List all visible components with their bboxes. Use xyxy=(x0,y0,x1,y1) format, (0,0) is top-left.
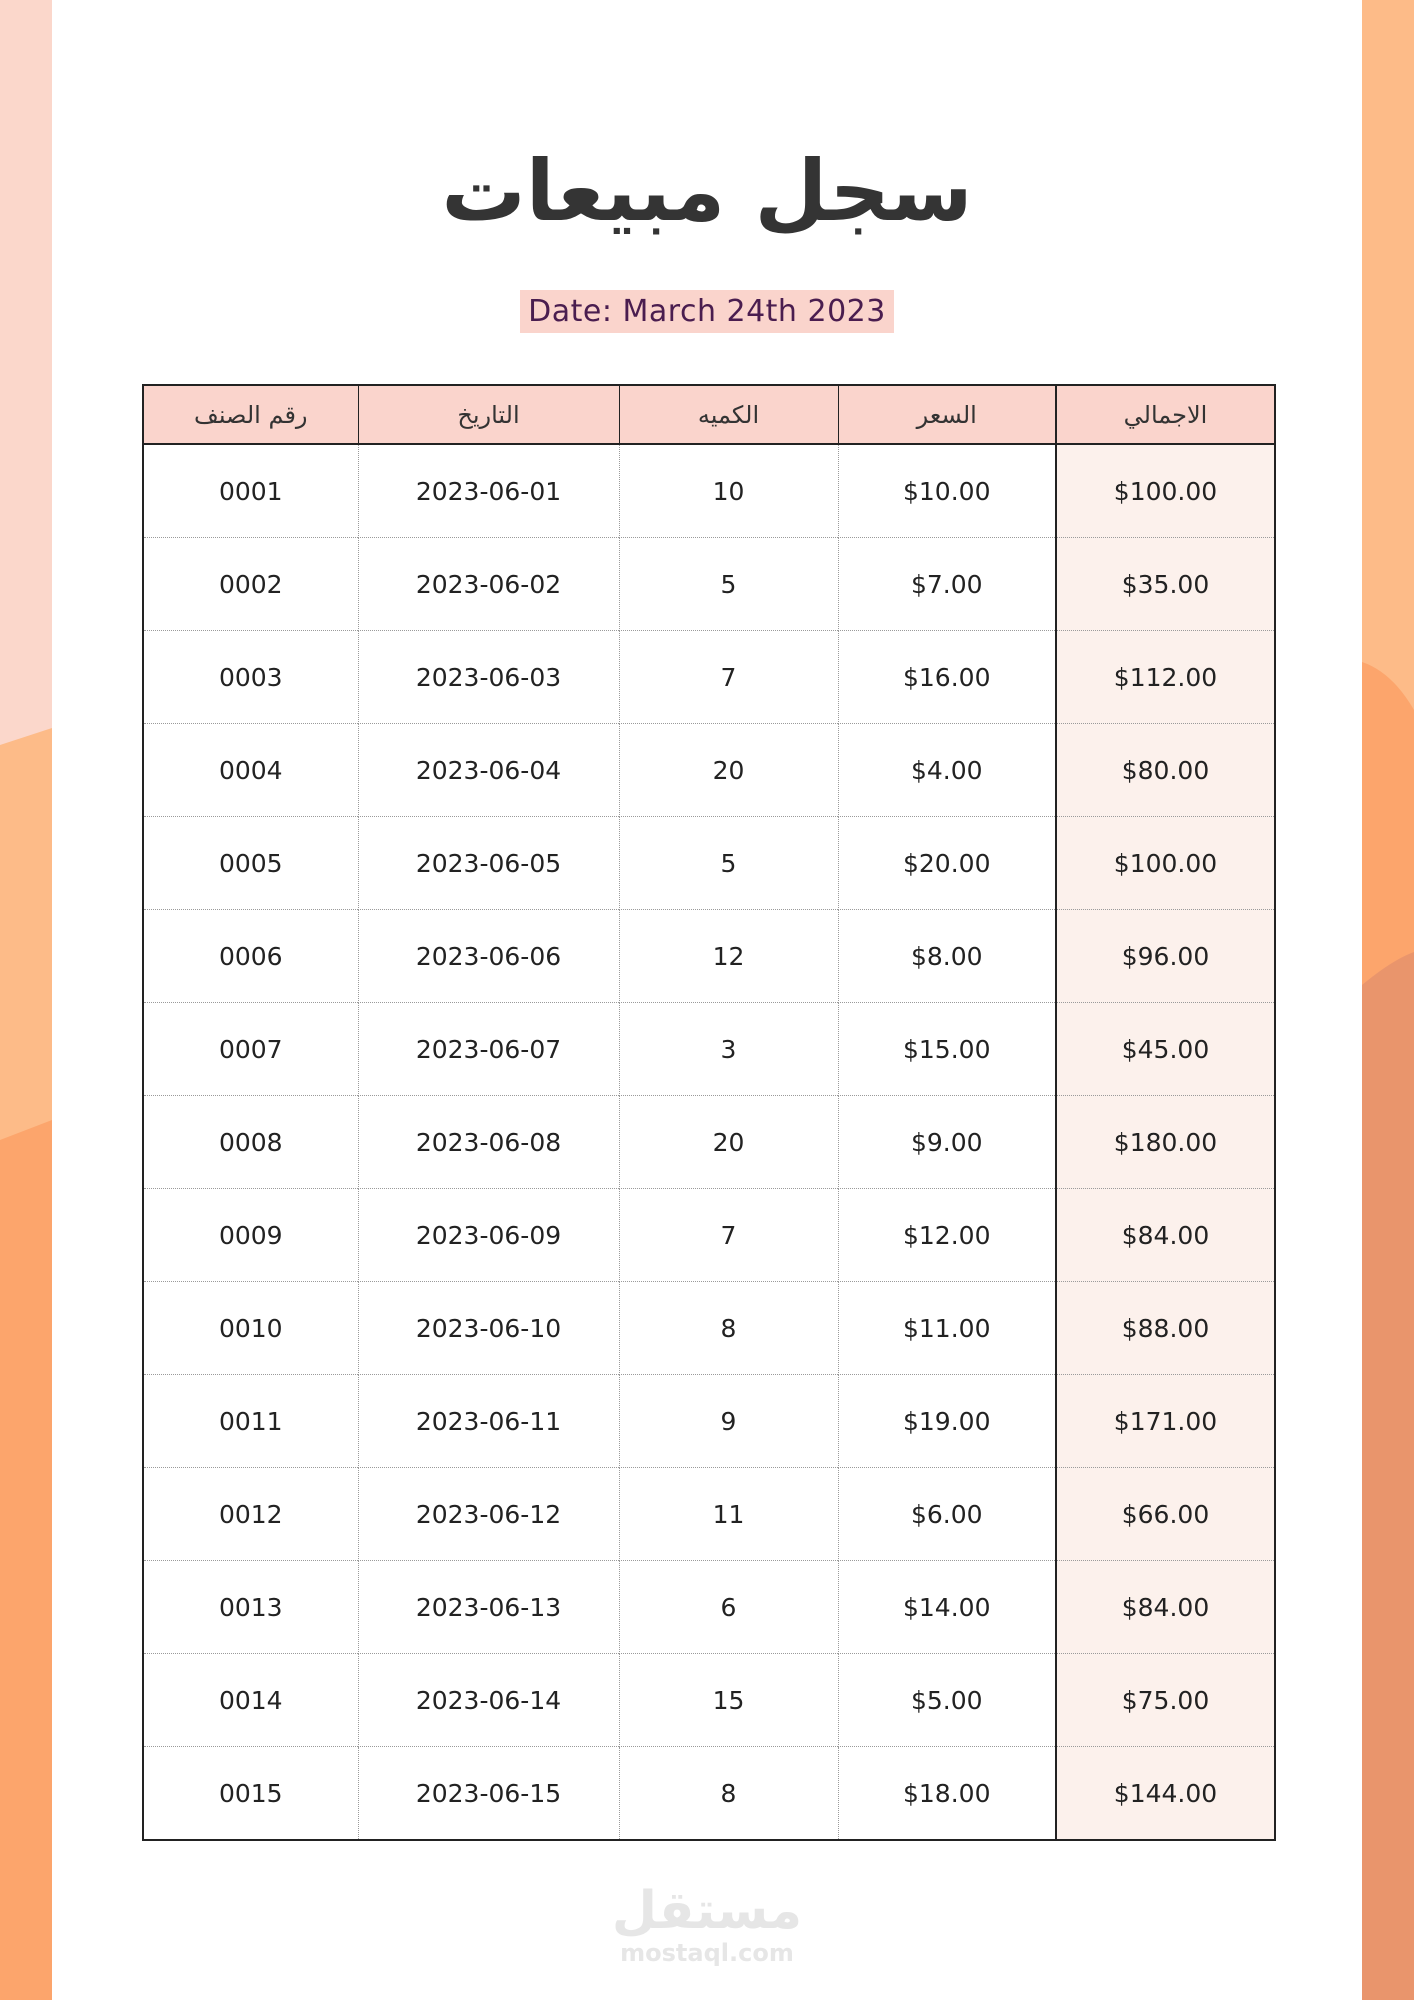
cell-item-no: 0003 xyxy=(143,631,358,724)
cell-quantity: 20 xyxy=(619,1096,838,1189)
sales-table xyxy=(142,384,1276,1841)
cell-price: $10.00 xyxy=(838,444,1056,538)
cell-quantity: 8 xyxy=(619,1747,838,1841)
header-row xyxy=(143,385,1275,444)
cell-date: 2023-06-05 xyxy=(358,817,619,910)
cell-total: $100.00 xyxy=(1056,444,1275,538)
cell-price: $20.00 xyxy=(838,817,1056,910)
cell-quantity: 3 xyxy=(619,1003,838,1096)
table-row xyxy=(143,1003,1275,1096)
cell-quantity: 7 xyxy=(619,1189,838,1282)
cell-price: $12.00 xyxy=(838,1189,1056,1282)
table-row xyxy=(143,724,1275,817)
cell-item-no: 0011 xyxy=(143,1375,358,1468)
table-row xyxy=(143,817,1275,910)
date-label: Date: March 24th 2023 xyxy=(520,290,894,333)
table-header xyxy=(143,385,1275,444)
cell-date: 2023-06-09 xyxy=(358,1189,619,1282)
cell-total: $75.00 xyxy=(1056,1654,1275,1747)
header-quantity: الكميه xyxy=(619,385,838,444)
table-row xyxy=(143,1561,1275,1654)
cell-price: $19.00 xyxy=(838,1375,1056,1468)
cell-date: 2023-06-10 xyxy=(358,1282,619,1375)
cell-item-no: 0010 xyxy=(143,1282,358,1375)
cell-item-no: 0012 xyxy=(143,1468,358,1561)
cell-item-no: 0005 xyxy=(143,817,358,910)
cell-total: $180.00 xyxy=(1056,1096,1275,1189)
table-row xyxy=(143,1468,1275,1561)
cell-quantity: 11 xyxy=(619,1468,838,1561)
table-body xyxy=(143,444,1275,1840)
cell-date: 2023-06-03 xyxy=(358,631,619,724)
right-band-dark xyxy=(1362,952,1414,2000)
cell-item-no: 0001 xyxy=(143,444,358,538)
cell-date: 2023-06-02 xyxy=(358,538,619,631)
cell-item-no: 0009 xyxy=(143,1189,358,1282)
cell-quantity: 20 xyxy=(619,724,838,817)
cell-date: 2023-06-01 xyxy=(358,444,619,538)
table-row xyxy=(143,631,1275,724)
cell-date: 2023-06-06 xyxy=(358,910,619,1003)
cell-total: $35.00 xyxy=(1056,538,1275,631)
cell-price: $4.00 xyxy=(838,724,1056,817)
table-row xyxy=(143,538,1275,631)
cell-item-no: 0004 xyxy=(143,724,358,817)
cell-total: $171.00 xyxy=(1056,1375,1275,1468)
cell-total: $84.00 xyxy=(1056,1561,1275,1654)
cell-item-no: 0013 xyxy=(143,1561,358,1654)
table-row xyxy=(143,1375,1275,1468)
cell-date: 2023-06-11 xyxy=(358,1375,619,1468)
header-date: التاريخ xyxy=(358,385,619,444)
watermark-latin: mostaql.com xyxy=(620,1939,794,1967)
cell-price: $8.00 xyxy=(838,910,1056,1003)
cell-price: $6.00 xyxy=(838,1468,1056,1561)
left-band-deep xyxy=(0,1120,52,2000)
table-row xyxy=(143,910,1275,1003)
table-row xyxy=(143,1282,1275,1375)
cell-total: $96.00 xyxy=(1056,910,1275,1003)
cell-total: $88.00 xyxy=(1056,1282,1275,1375)
cell-date: 2023-06-13 xyxy=(358,1561,619,1654)
cell-quantity: 15 xyxy=(619,1654,838,1747)
cell-date: 2023-06-07 xyxy=(358,1003,619,1096)
cell-item-no: 0006 xyxy=(143,910,358,1003)
header-total: الاجمالي xyxy=(1056,385,1275,444)
cell-item-no: 0015 xyxy=(143,1747,358,1841)
cell-item-no: 0007 xyxy=(143,1003,358,1096)
table-row xyxy=(143,1189,1275,1282)
cell-quantity: 12 xyxy=(619,910,838,1003)
cell-date: 2023-06-08 xyxy=(358,1096,619,1189)
cell-price: $5.00 xyxy=(838,1654,1056,1747)
cell-total: $45.00 xyxy=(1056,1003,1275,1096)
cell-date: 2023-06-04 xyxy=(358,724,619,817)
cell-item-no: 0002 xyxy=(143,538,358,631)
cell-quantity: 5 xyxy=(619,538,838,631)
cell-price: $15.00 xyxy=(838,1003,1056,1096)
header-price: السعر xyxy=(838,385,1056,444)
cell-price: $7.00 xyxy=(838,538,1056,631)
cell-quantity: 8 xyxy=(619,1282,838,1375)
cell-quantity: 7 xyxy=(619,631,838,724)
cell-price: $18.00 xyxy=(838,1747,1056,1841)
header-item-no: رقم الصنف xyxy=(143,385,358,444)
cell-item-no: 0008 xyxy=(143,1096,358,1189)
cell-quantity: 9 xyxy=(619,1375,838,1468)
cell-total: $100.00 xyxy=(1056,817,1275,910)
cell-date: 2023-06-15 xyxy=(358,1747,619,1841)
cell-total: $84.00 xyxy=(1056,1189,1275,1282)
table-row xyxy=(143,444,1275,538)
cell-date: 2023-06-14 xyxy=(358,1654,619,1747)
cell-quantity: 6 xyxy=(619,1561,838,1654)
cell-total: $80.00 xyxy=(1056,724,1275,817)
cell-quantity: 5 xyxy=(619,817,838,910)
cell-price: $11.00 xyxy=(838,1282,1056,1375)
cell-date: 2023-06-12 xyxy=(358,1468,619,1561)
date-wrap xyxy=(0,290,1414,333)
cell-price: $9.00 xyxy=(838,1096,1056,1189)
cell-quantity: 10 xyxy=(619,444,838,538)
table-row xyxy=(143,1747,1275,1841)
watermark-arabic: مستقل xyxy=(611,1881,803,1941)
table-row xyxy=(143,1654,1275,1747)
page-title: سجل مبيعات xyxy=(441,142,973,240)
table-row xyxy=(143,1096,1275,1189)
cell-item-no: 0014 xyxy=(143,1654,358,1747)
cell-price: $16.00 xyxy=(838,631,1056,724)
cell-price: $14.00 xyxy=(838,1561,1056,1654)
watermark xyxy=(0,1881,1414,1967)
cell-total: $144.00 xyxy=(1056,1747,1275,1841)
cell-total: $112.00 xyxy=(1056,631,1275,724)
cell-total: $66.00 xyxy=(1056,1468,1275,1561)
